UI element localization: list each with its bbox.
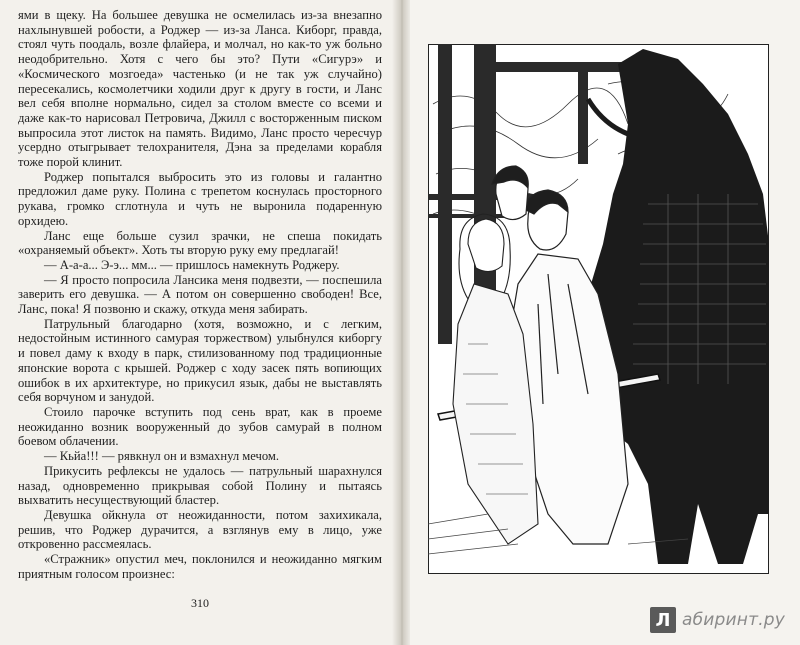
book-gutter — [392, 0, 412, 645]
paragraph-7: Стоило парочке вступить под сень врат, как в проеме неожиданно возник вооруженный до зубов самурай в полном боевом облачении. — [18, 404, 382, 449]
labirint-watermark — [650, 606, 785, 634]
paragraph-4: — А-а-а... Э-э... мм... — пришлось намекнуть Роджеру. — [44, 257, 340, 272]
body-text — [18, 8, 382, 581]
paragraph-2: Роджер попытался выбросить это из головы и галантно предложил даме руку. Полина с трепетом коснулась просторного рукава, громко сглотнула и чуть не выронила подаренную орхидею. — [18, 169, 382, 228]
paragraph-10: Девушка ойкнула от неожиданности, потом захихикала, решив, что Роджер дурачится, а взглянув ему в лицо, уже откровенно рассмеялась. — [18, 507, 382, 552]
paragraph-9: Прикусить рефлексы не удалось — патрульный шарахнулся назад, одновременно прикрывая собой Полину и пытаясь выхватить несуществующий бластер. — [18, 463, 382, 508]
paragraph-6: Патрульный благодарно (хотя, возможно, и с легким, недостойным истинного самурая торжеством) улыбнулся киборгу и повел даму к входу в парк, стилизованному под традиционные японские ворота с крышей. Роджер с ходу засек пять вопиющих ошибок в их архитектуре, но прикусил язык, дабы не выставлять себя ворчуном и занудой. — [18, 316, 382, 405]
samurai-illustration — [428, 44, 769, 574]
page-number: 310 — [191, 596, 209, 610]
paragraph-1: ями в щеку. На большее девушка не осмелилась из-за внезапно нахлынувшей робости, а Роджер — из-за Ланса. Киборг, правда, стоял чуть поодаль, возле флайера, и молчал, но как-то уж больно неодобрительно. Хотя с чего бы это? Пути «Сигурэ» и «Космического мозгоеда» частенько (и не так уж случайно) пересекались, космолетчики ходили друг к другу в гости, и Ланс вел себя вполне нормально, сидел за столом вместе со всеми и даже как-то нарисовал Петровича, Джилл с восторженным писком выпросила этот листок на память. Видимо, Ланс просто чересчур усердно отыгрывает телохранителя, Дэна за пределами корабля тоже порой клинит. — [18, 8, 382, 170]
paragraph-5: — Я просто попросила Лансика меня подвезти, — поспешила заверить его девушка. — А потом он совершенно свободен! Все, Ланс, пока! Я позвоню и скажу, откуда меня забирать. — [18, 272, 382, 317]
paragraph-11: «Стражник» опустил меч, поклонился и неожиданно мягким приятным голосом произнес: — [18, 552, 382, 581]
labirint-logo-icon: Л — [650, 607, 676, 633]
paragraph-8: — Кьйа!!! — рявкнул он и взмахнул мечом. — [44, 449, 280, 464]
watermark-text: абиринт.ру — [682, 610, 786, 630]
paragraph-3: Ланс еще больше сузил зрачки, не спеша покидать «охраняемый объект». Хоть ты вторую руку ему предлагай! — [18, 228, 382, 258]
